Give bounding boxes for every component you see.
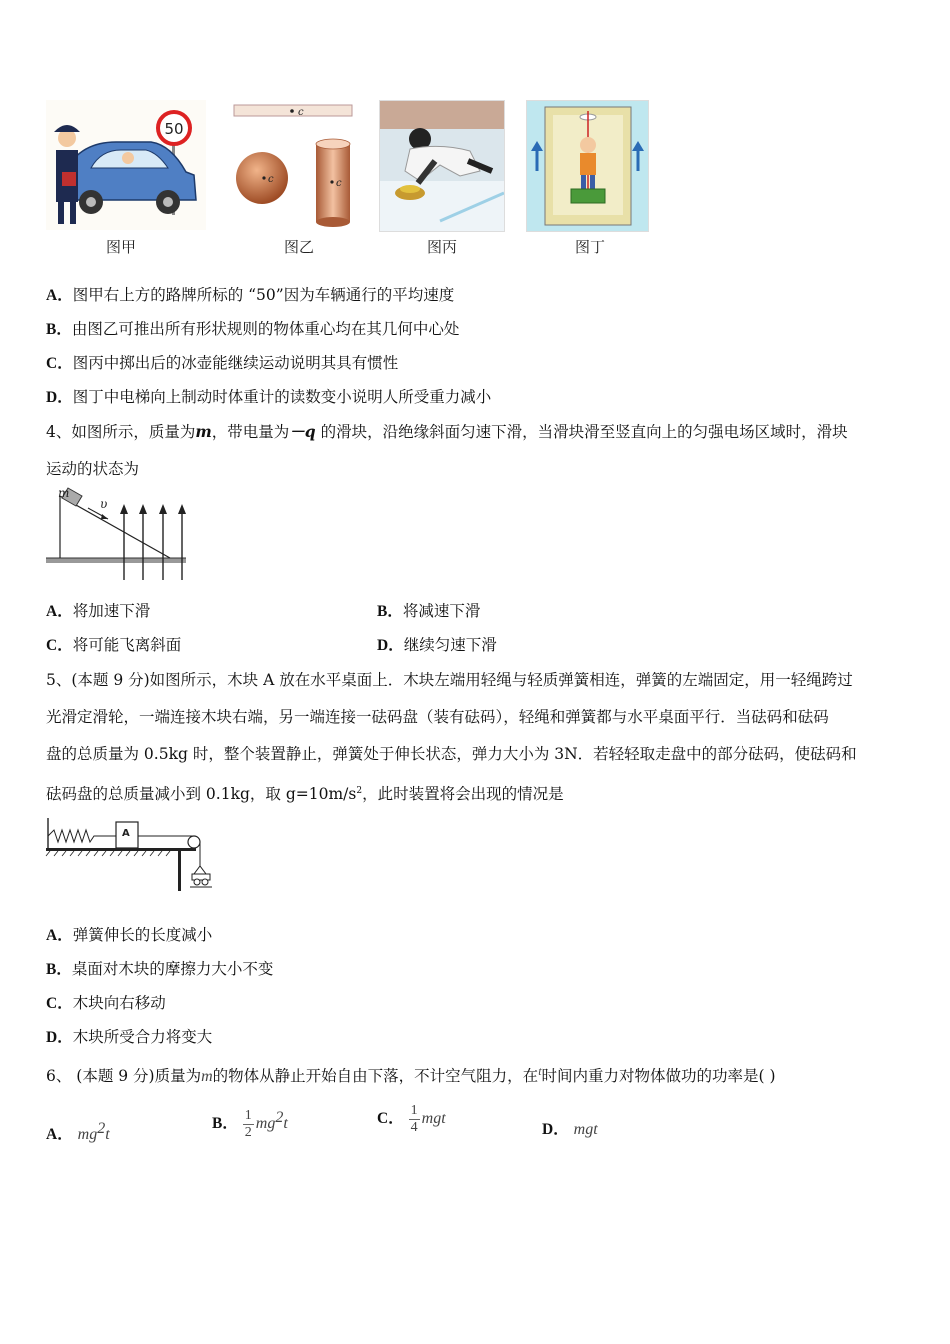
incline-field-diagram — [44, 486, 190, 582]
q3-option-b: B．由图乙可推出所有形状规则的物体重心均在其几何中心处 — [46, 320, 460, 338]
sign-value: 50 — [164, 120, 184, 138]
q3-option-c: C．图丙中掷出后的冰壶能继续运动说明其具有惯性 — [46, 354, 399, 372]
spring-pulley-diagram — [44, 816, 216, 894]
elevator-illustration — [527, 101, 648, 231]
car-illustration — [46, 100, 206, 230]
center-of-mass-illustration — [228, 100, 358, 230]
fraction-one-half: $\frac{1}{2}$ — [244, 1107, 252, 1140]
q5-option-d: D．木块所受合力将变大 — [46, 1028, 213, 1046]
electric-field-lines — [124, 510, 182, 580]
q6-option-b: B． $\frac{1}{2}$ $mg^2t$ — [212, 1107, 288, 1140]
q3-option-d: D．图丁中电梯向上制动时体重计的读数变小说明人所受重力减小 — [46, 388, 492, 406]
sphere-icon — [236, 152, 288, 204]
q6-stem: 6、 (本题 9 分)质量为m的物体从静止开始自由下落，不计空气阻力，在$^t$时间内重力对物体做功的功率是( ) — [46, 1064, 776, 1086]
q5-stem-line2: 光滑定滑轮，一端连接木块右端，另一端连接一砝码盘（装有砝码），轻绳和弹簧都与水平桌面平行．当砝码和砝码 — [46, 708, 829, 726]
q5-option-b: B．桌面对木块的摩擦力大小不变 — [46, 960, 274, 978]
q6-option-d: D． mgt — [542, 1121, 598, 1138]
svg-text:c: c — [268, 174, 274, 185]
q5-stem-line3: 盘的总质量为 0.5kg 时，整个装置静止，弹簧处于伸长状态，弹力大小为 3N．若轻轻取走盘中的部分砝码，使砝码和 — [46, 745, 857, 763]
scale-icon — [571, 189, 605, 203]
q4-stem-line1: 4、如图所示，质量为m，带电量为－q 的滑块，沿绝缘斜面匀速下滑，当滑块滑至竖直向上的匀强电场区域时，滑块 — [46, 422, 848, 441]
curling-illustration — [380, 101, 504, 231]
q6-option-c: C． $\frac{1}{4}$ mgt — [377, 1102, 446, 1135]
figure-yi — [228, 100, 358, 230]
svg-text:A: A — [122, 828, 130, 839]
caption-ding: 图丁 — [575, 238, 606, 256]
svg-text:m: m — [58, 486, 70, 500]
caption-bing: 图丙 — [427, 238, 458, 256]
caption-jia: 图甲 — [106, 238, 137, 256]
svg-text:c: c — [336, 178, 342, 189]
spring-icon — [48, 830, 116, 842]
caption-yi: 图乙 — [284, 238, 315, 256]
q6-option-a: A． $mg^2t$ — [46, 1120, 110, 1144]
q4-option-a: A．将加速下滑 — [46, 602, 151, 620]
svg-text:c: c — [298, 107, 304, 118]
q5-stem-line4: 砝码盘的总质量减小到 0.1kg，取 $g=10m/s^2$，此时装置将会出现的情况是 — [46, 785, 564, 804]
q5-stem-line1: 5、(本题 9 分)如图所示，木块 A 放在水平桌面上．木块左端用轻绳与轻质弹簧相连，弹簧的左端固定，用一轻绳跨过 — [46, 671, 853, 689]
svg-text:υ: υ — [100, 497, 108, 511]
q3-option-a: A．图甲右上方的路牌所标的 “50”因为车辆通行的平均速度 — [46, 286, 455, 304]
fraction-one-quarter: $\frac{1}{4}$ — [410, 1102, 418, 1135]
q4-option-d: D．继续匀速下滑 — [377, 636, 497, 654]
figure-jia — [46, 100, 206, 230]
q4-option-c: C．将可能飞离斜面 — [46, 636, 182, 654]
figure-ding — [526, 100, 649, 232]
q5-option-a: A．弹簧伸长的长度减小 — [46, 926, 213, 944]
figure-bing — [379, 100, 505, 232]
q4-stem-line2: 运动的状态为 — [46, 460, 140, 478]
q4-option-b: B．将减速下滑 — [377, 602, 481, 620]
q5-option-c: C．木块向右移动 — [46, 994, 166, 1012]
weight-pan-icon — [192, 874, 210, 880]
pulley-icon — [188, 836, 200, 848]
